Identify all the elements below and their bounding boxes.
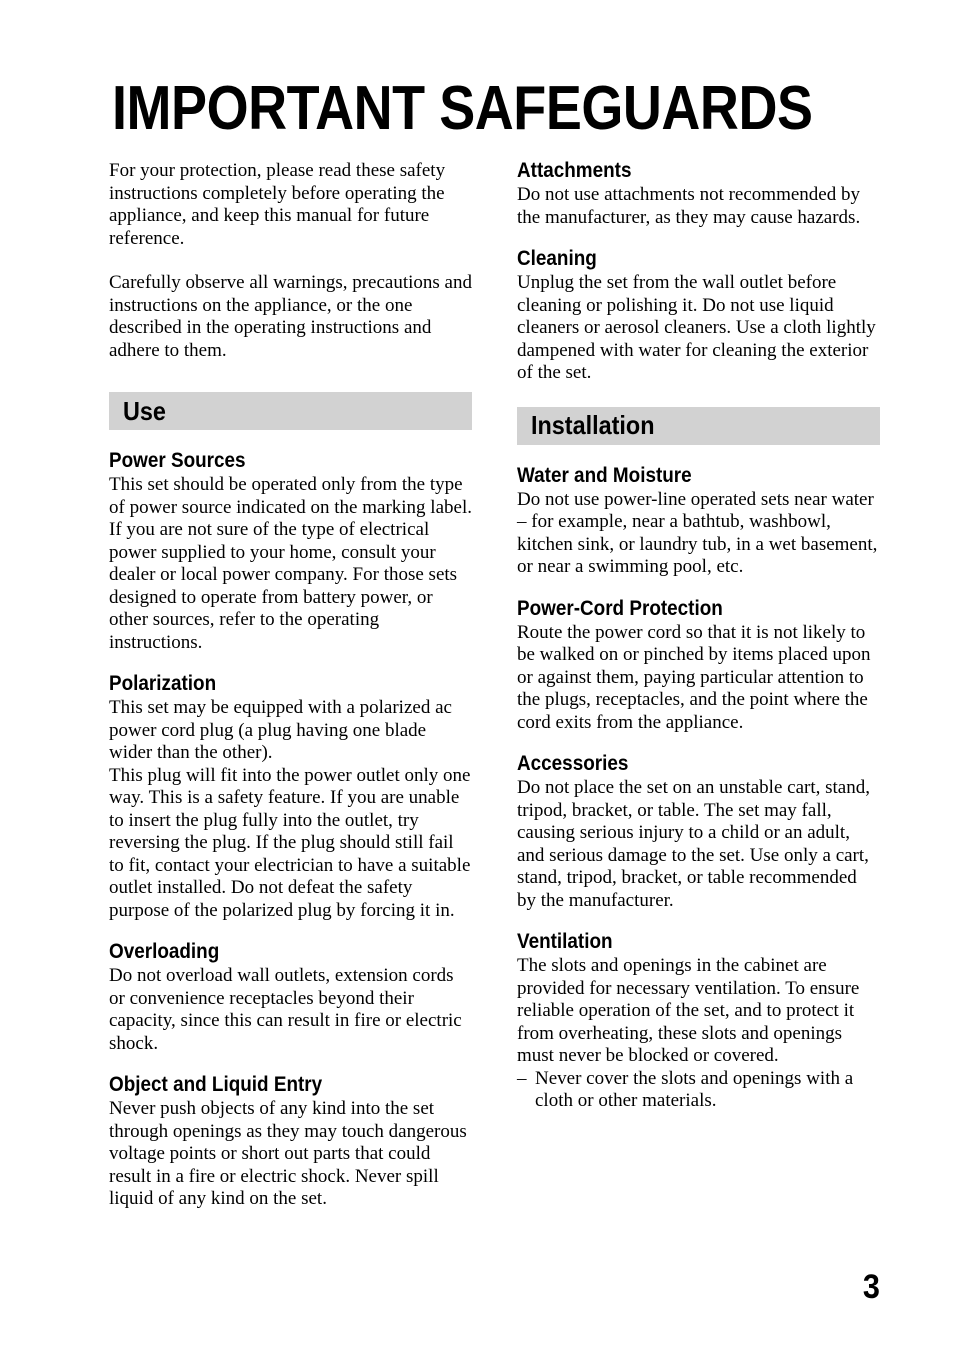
section-object-liquid-entry	[109, 1072, 472, 1211]
list-item	[517, 1068, 880, 1113]
section-header-installation	[517, 407, 880, 445]
text-attachments: Do not use attachments not recommended by the manufacturer, as they may cause hazards.	[517, 184, 861, 228]
page-number: 3	[862, 1268, 880, 1306]
heading-power-sources: Power Sources	[109, 449, 246, 472]
text-power-cord-protection: Route the power cord so that it is not likely to be walked on or pinched by items placed upon or against them, paying particular attention to the plugs, receptacles, and the point where the cord exits from the appliance.	[517, 621, 871, 733]
heading-ventilation: Ventilation	[517, 930, 613, 953]
section-attachments	[517, 158, 880, 229]
section-power-sources	[109, 448, 472, 654]
intro-paragraph-1: For your protection, please read these safety instructions completely before operating the appliance, and keep this manual for future reference.	[109, 160, 446, 249]
left-column	[109, 160, 472, 1228]
text-object-liquid-entry: Never push objects of any kind into the set through openings as they may touch dangerous voltage points or short out parts that could result in a fire or electric shock. Never spill liquid of any kind on the set.	[109, 1098, 467, 1209]
heading-cleaning: Cleaning	[517, 247, 597, 270]
section-title-use: Use	[123, 395, 166, 426]
text-power-sources: This set should be operated only from the type of power source indicated on the marking label. If you are not sure of the type of electrical power supplied to your home, consult your dealer or local power company. For those sets designed to operate from battery power, or other sources, refer to the operating instructions.	[109, 474, 472, 653]
section-accessories	[517, 751, 880, 912]
heading-power-cord-protection: Power-Cord Protection	[517, 596, 723, 620]
heading-water-moisture: Water and Moisture	[517, 463, 692, 487]
section-ventilation	[517, 929, 880, 1113]
text-overloading: Do not overload wall outlets, extension cords or convenience receptacles beyond their capacity, since this can result in fire or electric shock.	[109, 965, 462, 1054]
section-cleaning	[517, 246, 880, 385]
page-title: IMPORTANT SAFEGUARDS	[112, 74, 813, 143]
section-header-use	[109, 392, 472, 430]
text-cleaning: Unplug the set from the wall outlet before cleaning or polishing it. Do not use liquid cleaners or aerosol cleaners. Use a cloth lightly dampened with water for cleaning the exterior of the set.	[517, 272, 876, 383]
text-ventilation: The slots and openings in the cabinet are provided for necessary ventilation. To ensure reliable operation of the set, and to protect it from overheating, these slots and openings must never be blocked or covered.	[517, 955, 860, 1066]
text-polarization-1: This set may be equipped with a polarized ac power cord plug (a plug having one blade wider than the other).	[109, 697, 452, 763]
section-polarization	[109, 671, 472, 922]
heading-accessories: Accessories	[517, 752, 629, 775]
heading-polarization: Polarization	[109, 672, 217, 695]
text-ventilation-bullet: Never cover the slots and openings with a cloth or other materials.	[535, 1067, 854, 1111]
text-water-moisture: Do not use power-line operated sets near water – for example, near a bathtub, washbowl, kitchen sink, or laundry tub, in a wet basement, or near a swimming pool, etc.	[517, 488, 878, 577]
section-water-moisture	[517, 463, 880, 579]
section-overloading	[109, 939, 472, 1055]
right-column	[517, 158, 880, 1130]
heading-object-liquid-entry: Object and Liquid Entry	[109, 1073, 323, 1096]
heading-overloading: Overloading	[109, 940, 220, 963]
text-polarization-2: This plug will fit into the power outlet only one way. This is a safety feature. If you are unable to insert the plug fully into the outlet, try reversing the plug. If the plug should still fail to fit, contact your electrician to have a suitable outlet installed. Do not defeat the safety purpose of the polarized plug by forcing it in.	[109, 764, 471, 921]
section-power-cord-protection	[517, 596, 880, 735]
text-accessories: Do not place the set on an unstable cart, stand, tripod, bracket, or table. The set may fall, causing serious injury to a child or an adult, and serious damage to the set. Use only a cart, stand, tripod, bracket, or table recommended by the manufacturer.	[517, 777, 870, 911]
heading-attachments: Attachments	[517, 159, 632, 182]
section-title-installation: Installation	[531, 410, 655, 440]
dash-marker: –	[517, 1067, 527, 1089]
intro-paragraph-2: Carefully observe all warnings, precautions and instructions on the appliance, or the one described in the operating instructions and adhere to them.	[109, 272, 472, 361]
